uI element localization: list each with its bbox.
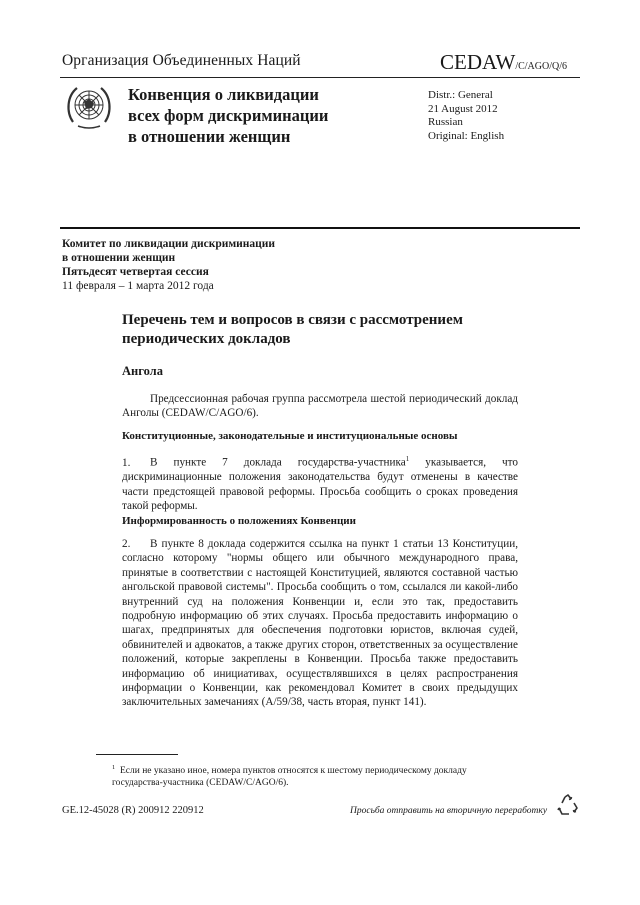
committee-name: Комитет по ликвидации дискриминации xyxy=(62,238,276,250)
convention-title-line: в отношении женщин xyxy=(128,127,291,146)
recycle-note: Просьба отправить на вторичную переработку xyxy=(350,806,548,816)
document-title xyxy=(122,311,463,349)
document-symbol xyxy=(440,50,567,75)
masthead-rule xyxy=(60,227,580,229)
footnote xyxy=(112,762,512,789)
paragraph-1 xyxy=(122,452,518,513)
paragraph-2 xyxy=(122,537,518,710)
session-dates: 11 февраля – 1 марта 2012 года xyxy=(62,280,214,292)
paragraph-number: 1. xyxy=(122,456,131,469)
job-number: GE.12-45028 (R) 200912 220912 xyxy=(62,805,204,816)
convention-title-line: всех форм дискриминации xyxy=(128,106,329,125)
recycle-icon xyxy=(556,793,580,817)
header-rule xyxy=(60,77,580,78)
organization-name: Организация Объединенных Наций xyxy=(62,52,301,69)
section-heading: Конституционные, законодательные и институциональные основы xyxy=(122,430,458,442)
symbol-main: CEDAW xyxy=(440,50,516,74)
distribution-block xyxy=(428,89,504,143)
section-heading: Информированность о положениях Конвенции xyxy=(122,515,356,527)
paragraph-text: указывается, что дискриминационные положения законодательства будут отменены в качестве части предстоящей правовой реформы. Просьба сообщить о сроках проведения такой реформы. xyxy=(122,456,518,512)
document-title-line: Перечень тем и вопросов в связи с рассмотрением xyxy=(122,312,463,328)
paragraph-text: В пункте 8 доклада содержится ссылка на пункт 1 статьи 13 Конституции, согласно которому "нормы общего или обычного международного права, принятые в соответствии с настоящей Конституцией, являются составной частью ангольской правовой системы". Просьба сообщить о том, ссылался ли какой-либо внутренний суд на положения Конвенции и, если это так, предоставить подробную информацию об этих случаях. Просьба предоставить информацию о шагах, предпринятых для обеспечения подготовки юристов, включая судей, обвинителей и адвокатов, а также других сторон, ответственных за осуществление положений, которые закреплены в Конвенции. Просьба также предоставить информацию об инициативах, осуществлявшихся в целях распространения информации о Конвенции, как рекомендовал Комитет в своих предыдущих заключительных замечаниях (A/59/38, часть вторая, пункт 141). xyxy=(122,538,518,709)
committee-block xyxy=(62,237,275,293)
committee-name: в отношении женщин xyxy=(62,252,176,264)
convention-title xyxy=(128,84,328,147)
document-title-line: периодических докладов xyxy=(122,331,291,347)
paragraph-number: 2. xyxy=(122,538,131,550)
paragraph-text: В пункте 7 доклада государства-участника xyxy=(150,456,406,469)
footnote-text: Если не указано иное, номера пунктов относятся к шестому периодическому докладу государства-участника (CEDAW/C/AGO/6). xyxy=(112,766,467,789)
original-language: Original: English xyxy=(428,129,505,142)
convention-title-line: Конвенция о ликвидации xyxy=(128,85,319,104)
country-heading: Ангола xyxy=(122,364,163,378)
footnote-rule xyxy=(96,754,178,755)
footnote-mark: 1 xyxy=(112,764,116,771)
un-emblem-icon xyxy=(64,82,114,132)
symbol-suffix: /C/AGO/Q/6 xyxy=(515,61,567,72)
distribution: Distr.: General xyxy=(428,89,493,101)
intro-paragraph: Предсессионная рабочая группа рассмотрела шестой периодический доклад Анголы (CEDAW/C/AGO/6). xyxy=(122,393,518,420)
language: Russian xyxy=(428,116,463,128)
issue-date: 21 August 2012 xyxy=(428,102,498,115)
footnote-reference[interactable]: 1 xyxy=(405,455,410,463)
session: Пятьдесят четвертая сессия xyxy=(62,266,209,278)
